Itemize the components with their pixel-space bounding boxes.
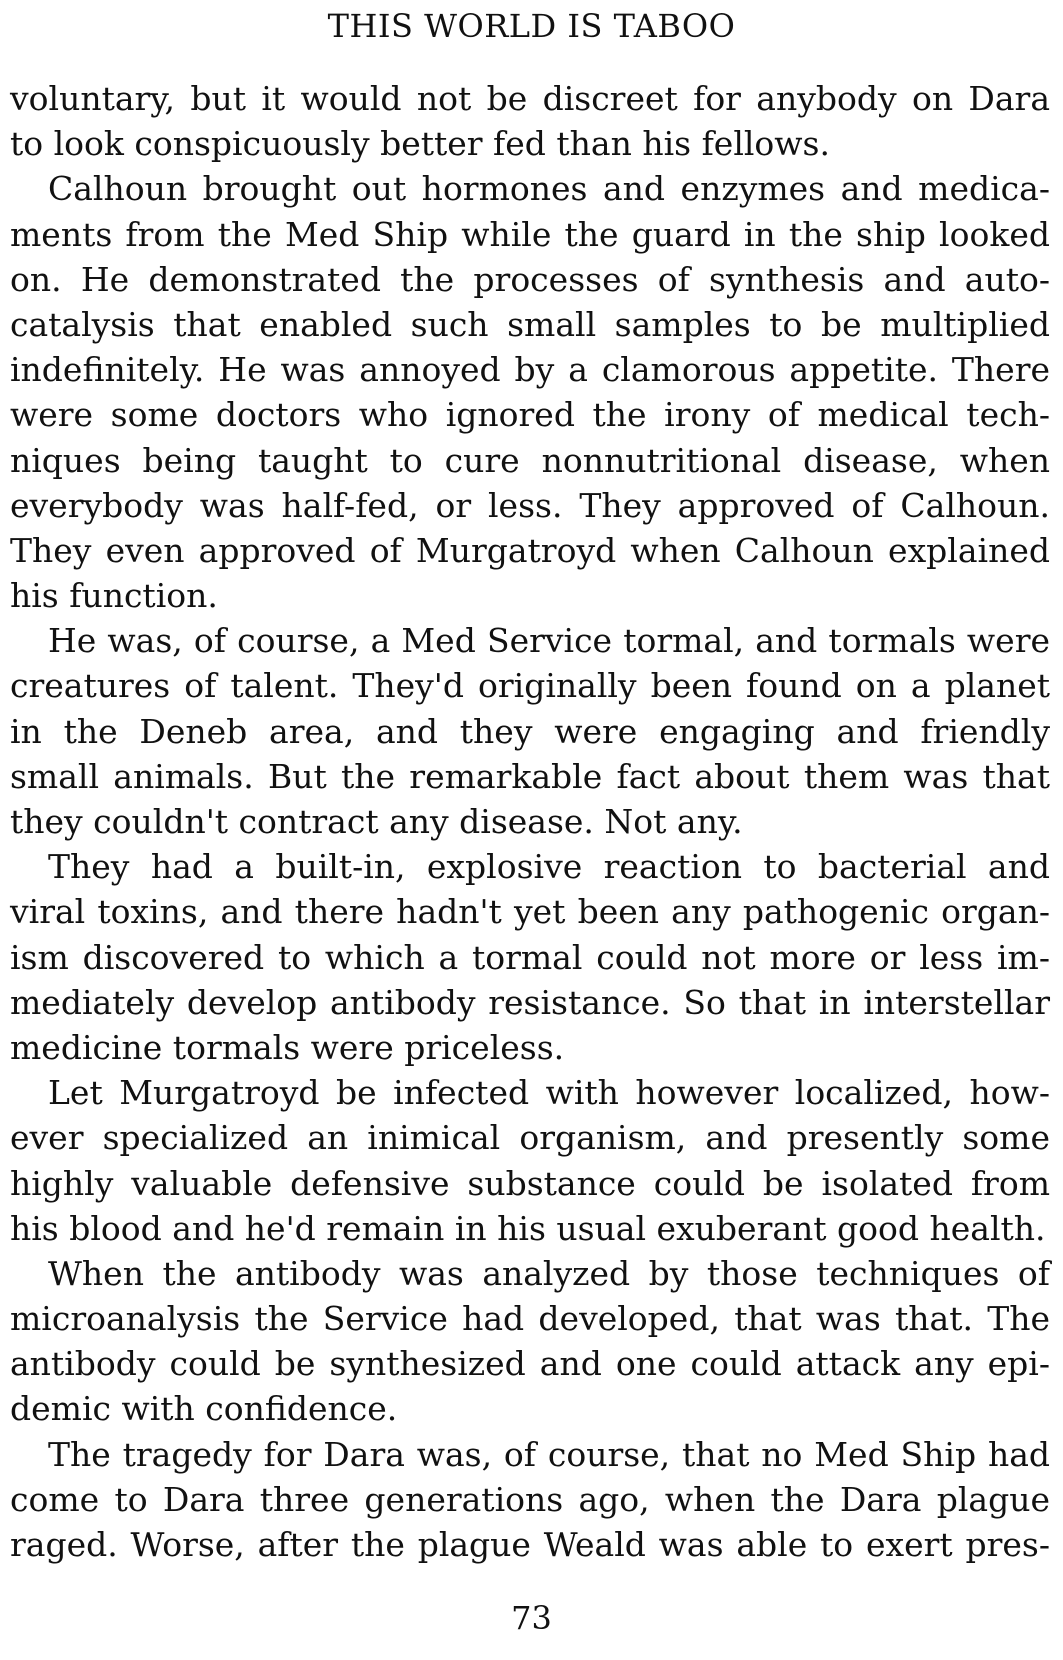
text-line: his blood and he'd remain in his usual exuberant good health.: [10, 1208, 1046, 1248]
text-line: were some doctors who ignored the irony of medical tech-: [10, 395, 1050, 435]
text-line: in the Deneb area, and they were engaging and friendly: [10, 711, 1050, 751]
text-line: medicine tormals were priceless.: [10, 1027, 565, 1067]
text-line: Calhoun brought out hormones and enzymes and medica-: [48, 169, 1050, 209]
text-line: everybody was half-fed, or less. They approved of Calhoun.: [10, 485, 1050, 525]
text-line: mediately develop antibody resistance. So that in interstellar: [10, 982, 1050, 1022]
text-line: catalysis that enabled such small samples to be multiplied: [10, 304, 1050, 344]
text-line: They even approved of Murgatroyd when Calhoun explained: [10, 530, 1050, 570]
text-line: on. He demonstrated the processes of synthesis and auto-: [10, 259, 1050, 299]
text-line: voluntary, but it would not be discreet for anybody on Dara: [10, 79, 1050, 118]
page-number: 73: [511, 1599, 552, 1637]
text-line: indefinitely. He was annoyed by a clamorous appetite. There: [10, 350, 1050, 390]
text-line: come to Dara three generations ago, when the Dara plague: [10, 1479, 1050, 1519]
text-line: ism discovered to which a tormal could not more or less im-: [10, 937, 1050, 977]
text-line: antibody could be synthesized and one could attack any epi-: [10, 1344, 1050, 1384]
text-line: The tragedy for Dara was, of course, that no Med Ship had: [48, 1434, 1050, 1474]
text-line: They had a built-in, explosive reaction to bacterial and: [48, 847, 1050, 887]
text-line: demic with confidence.: [10, 1389, 398, 1429]
text-line: microanalysis the Service had developed, that was that. The: [10, 1299, 1050, 1339]
text-line: viral toxins, and there hadn't yet been any pathogenic organ-: [10, 892, 1050, 932]
text-line: ever specialized an inimical organism, and presently some: [10, 1118, 1050, 1158]
text-line: highly valuable defensive substance could be isolated from: [10, 1163, 1050, 1203]
running-head: THIS WORLD IS TABOO: [327, 7, 736, 45]
text-line: raged. Worse, after the plague Weald was able to exert pres-: [10, 1525, 1050, 1564]
text-line: ments from the Med Ship while the guard in the ship looked: [10, 214, 1050, 254]
text-line: niques being taught to cure nonnutritional disease, when: [10, 440, 1050, 480]
text-line: small animals. But the remarkable fact about them was that: [10, 756, 1050, 796]
text-line: He was, of course, a Med Service tormal, and tormals were: [48, 621, 1050, 661]
text-line: When the antibody was analyzed by those techniques of: [48, 1253, 1050, 1293]
text-line: creatures of talent. They'd originally been found on a planet: [10, 666, 1050, 706]
body-text: [10, 76, 1050, 1567]
text-line: Let Murgatroyd be infected with however localized, how-: [48, 1073, 1050, 1113]
text-line: to look conspicuously better fed than his fellows.: [10, 124, 830, 164]
text-line: they couldn't contract any disease. Not any.: [10, 802, 743, 841]
text-line: his function.: [10, 576, 218, 616]
